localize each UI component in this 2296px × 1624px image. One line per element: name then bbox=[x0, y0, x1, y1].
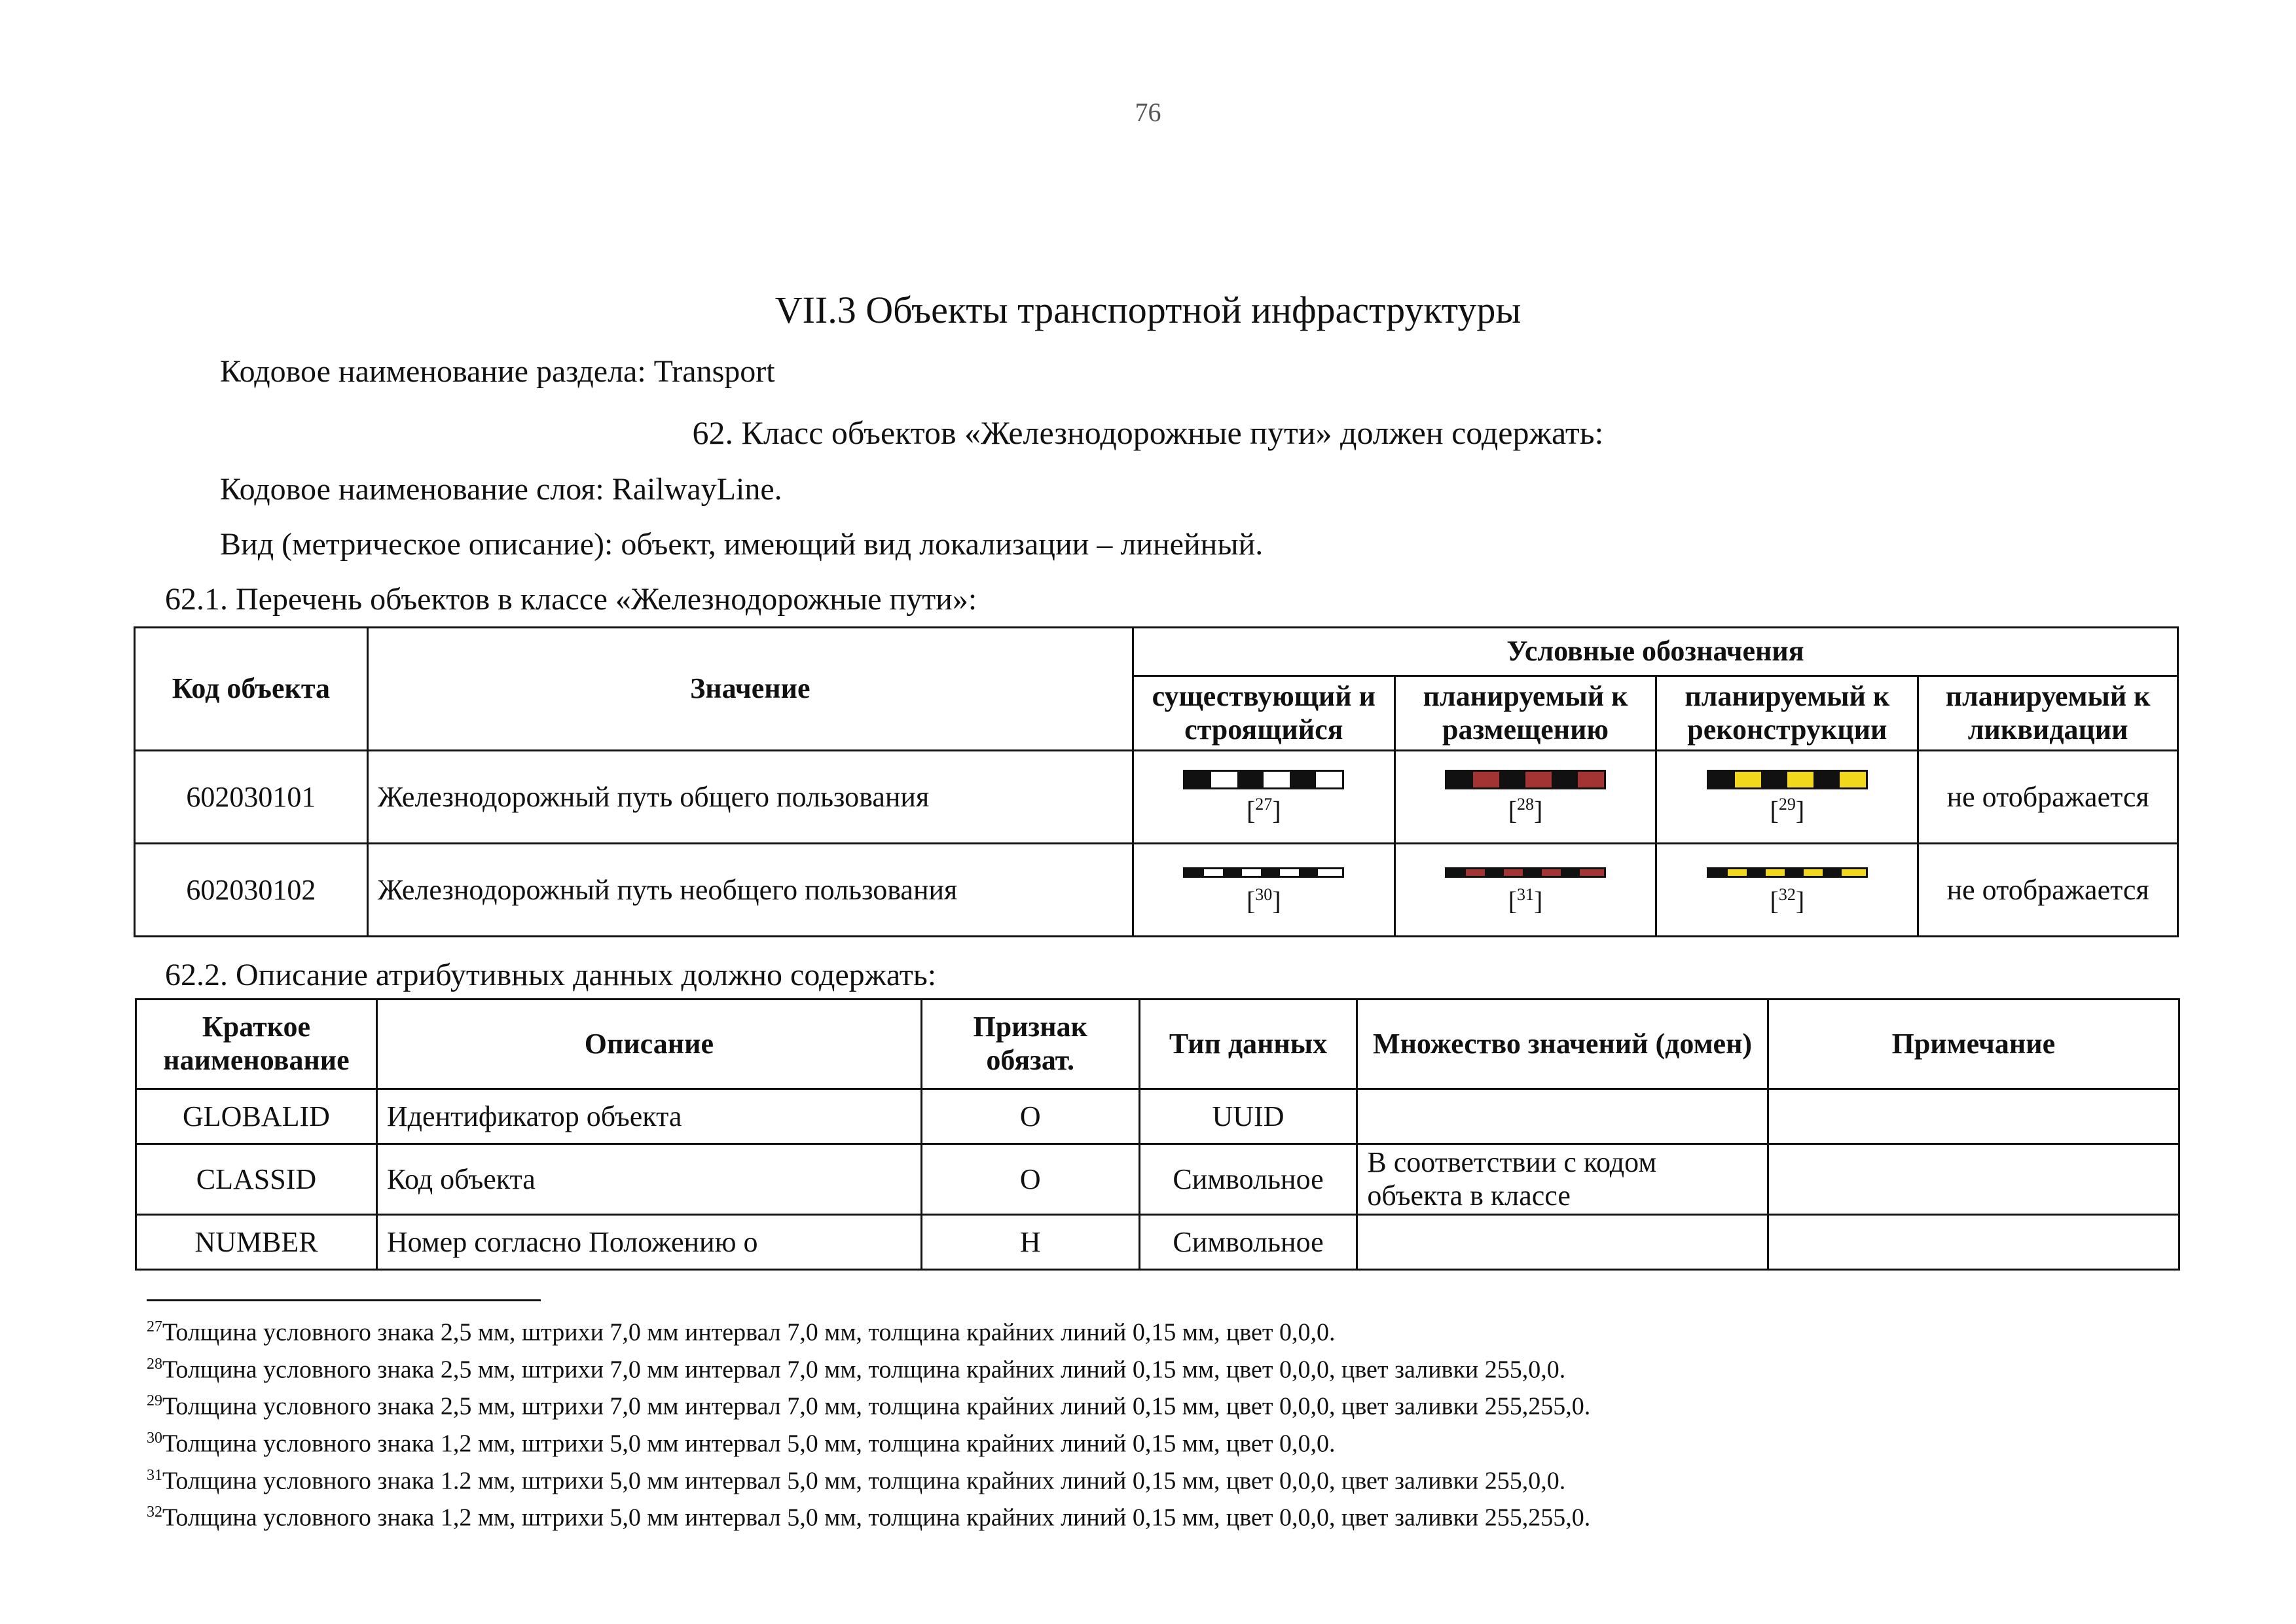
attr-domain bbox=[1357, 1215, 1768, 1270]
footnote: $^{28}$Толщина условного знака 2,5 мм, штрихи 7,0 мм интервал 7,0 мм, толщина крайних линий 0,15 мм, цвет 0,0,0, цвет заливки 255,0,0. bbox=[147, 1355, 1566, 1384]
rail-symbol-yellow-thin-icon bbox=[1707, 865, 1868, 880]
attr-description: Номер согласно Положению о bbox=[376, 1215, 921, 1270]
header-data-type: Тип данных bbox=[1139, 1000, 1357, 1089]
attr-description: Идентификатор объекта bbox=[376, 1089, 921, 1144]
footnotes bbox=[147, 1311, 1590, 1534]
header-code: Код объекта bbox=[135, 628, 368, 751]
header-planned-place: планируемый к размещению bbox=[1394, 676, 1656, 751]
symbol-planned-reconstruct-nonpublic bbox=[1656, 844, 1918, 937]
footnote-ref: [$^{29}$] bbox=[1770, 795, 1805, 825]
header-meaning: Значение bbox=[367, 628, 1133, 751]
footnote-ref: [$^{27}$] bbox=[1246, 795, 1281, 825]
symbol-planned-reconstruct-public bbox=[1656, 751, 1918, 844]
rail-symbol-red-thin-icon bbox=[1445, 865, 1606, 880]
header-note: Примечание bbox=[1768, 1000, 2179, 1089]
table-row bbox=[136, 1215, 2179, 1270]
attr-note bbox=[1768, 1144, 2179, 1215]
attr-short-name: CLASSID bbox=[136, 1144, 377, 1215]
header-domain: Множество значений (домен) bbox=[1357, 1000, 1768, 1089]
symbol-existing-public bbox=[1133, 751, 1394, 844]
rail-symbol-existing-icon bbox=[1183, 770, 1344, 789]
rail-symbol-red-icon bbox=[1445, 770, 1606, 789]
symbol-planned-place-nonpublic bbox=[1394, 844, 1656, 937]
attr-domain: В соответствии с кодом объекта в классе bbox=[1357, 1144, 1768, 1215]
attr-domain bbox=[1357, 1089, 1768, 1144]
header-planned-liquidate: планируемый к ликвидации bbox=[1918, 676, 2178, 751]
footnote: $^{31}$Толщина условного знака 1.2 мм, штрихи 5,0 мм интервал 5,0 мм, толщина крайних линий 0,15 мм, цвет 0,0,0, цвет заливки 255,0,0. bbox=[147, 1466, 1566, 1495]
footnote: $^{32}$Толщина условного знака 1,2 мм, штрихи 5,0 мм интервал 5,0 мм, толщина крайних линий 0,15 мм, цвет 0,0,0, цвет заливки 255,255,0. bbox=[147, 1504, 1591, 1532]
class-title: 62. Класс объектов «Железнодорожные пути» должен содержать: bbox=[692, 414, 1604, 451]
header-short-name: Краткое наименование bbox=[136, 1000, 377, 1089]
attr-mandatory: Н bbox=[921, 1215, 1139, 1270]
object-meaning: Железнодорожный путь общего пользования bbox=[367, 751, 1133, 844]
attributes-heading: 62.2. Описание атрибутивных данных должно содержать: bbox=[165, 958, 937, 992]
liquidation-value: не отображается bbox=[1918, 751, 2178, 844]
layer-code-line: Кодовое наименование слоя: RailwayLine. bbox=[220, 472, 782, 507]
section-code-line: Кодовое наименование раздела: Transport bbox=[220, 354, 775, 389]
attr-short-name: NUMBER bbox=[136, 1215, 377, 1270]
attr-note bbox=[1768, 1215, 2179, 1270]
footnote-ref: [$^{32}$] bbox=[1770, 885, 1805, 916]
objects-table bbox=[134, 626, 2179, 937]
header-mandatory: Признак обязат. bbox=[921, 1000, 1139, 1089]
objects-heading: 62.1. Перечень объектов в классе «Железнодорожные пути»: bbox=[165, 582, 977, 617]
attr-data-type: Символьное bbox=[1139, 1144, 1357, 1215]
footnote: $^{27}$Толщина условного знака 2,5 мм, штрихи 7,0 мм интервал 7,0 мм, толщина крайних линий 0,15 мм, цвет 0,0,0. bbox=[147, 1318, 1336, 1346]
footnote-ref: [$^{31}$] bbox=[1508, 885, 1543, 916]
header-description: Описание bbox=[376, 1000, 921, 1089]
geometry-line: Вид (метрическое описание): объект, имеющий вид локализации – линейный. bbox=[220, 527, 1264, 562]
attr-short-name: GLOBALID bbox=[136, 1089, 377, 1144]
footnote: $^{29}$Толщина условного знака 2,5 мм, штрихи 7,0 мм интервал 7,0 мм, толщина крайних линий 0,15 мм, цвет 0,0,0, цвет заливки 255,255,0. bbox=[147, 1392, 1591, 1420]
page-number: 76 bbox=[1135, 98, 1161, 127]
footnote-ref: [$^{30}$] bbox=[1246, 885, 1281, 916]
rail-symbol-yellow-icon bbox=[1707, 770, 1868, 789]
header-existing: существующий и строящийся bbox=[1133, 676, 1394, 751]
symbol-existing-nonpublic bbox=[1133, 844, 1394, 937]
footnote-divider bbox=[147, 1299, 541, 1301]
table-row bbox=[135, 844, 2178, 937]
section-title: VII.3 Объекты транспортной инфраструктуры bbox=[774, 289, 1522, 331]
attr-mandatory: О bbox=[921, 1089, 1139, 1144]
header-planned-reconstruct: планируемый к реконструкции bbox=[1656, 676, 1918, 751]
table-row bbox=[136, 1144, 2179, 1215]
attr-mandatory: О bbox=[921, 1144, 1139, 1215]
attributes-table bbox=[135, 998, 2180, 1271]
object-code: 602030102 bbox=[135, 844, 368, 937]
object-code: 602030101 bbox=[135, 751, 368, 844]
attr-description: Код объекта bbox=[376, 1144, 921, 1215]
attr-note bbox=[1768, 1089, 2179, 1144]
attr-data-type: Символьное bbox=[1139, 1215, 1357, 1270]
symbol-planned-place-public bbox=[1394, 751, 1656, 844]
liquidation-value: не отображается bbox=[1918, 844, 2178, 937]
attr-data-type: UUID bbox=[1139, 1089, 1357, 1144]
table-row bbox=[135, 751, 2178, 844]
header-symbols: Условные обозначения bbox=[1133, 628, 2178, 676]
rail-symbol-existing-thin-icon bbox=[1183, 865, 1344, 880]
footnote: $^{30}$Толщина условного знака 1,2 мм, штрихи 5,0 мм интервал 5,0 мм, толщина крайних линий 0,15 мм, цвет 0,0,0. bbox=[147, 1429, 1336, 1458]
object-meaning: Железнодорожный путь необщего пользования bbox=[367, 844, 1133, 937]
table-row bbox=[136, 1089, 2179, 1144]
footnote-ref: [$^{28}$] bbox=[1508, 795, 1543, 825]
